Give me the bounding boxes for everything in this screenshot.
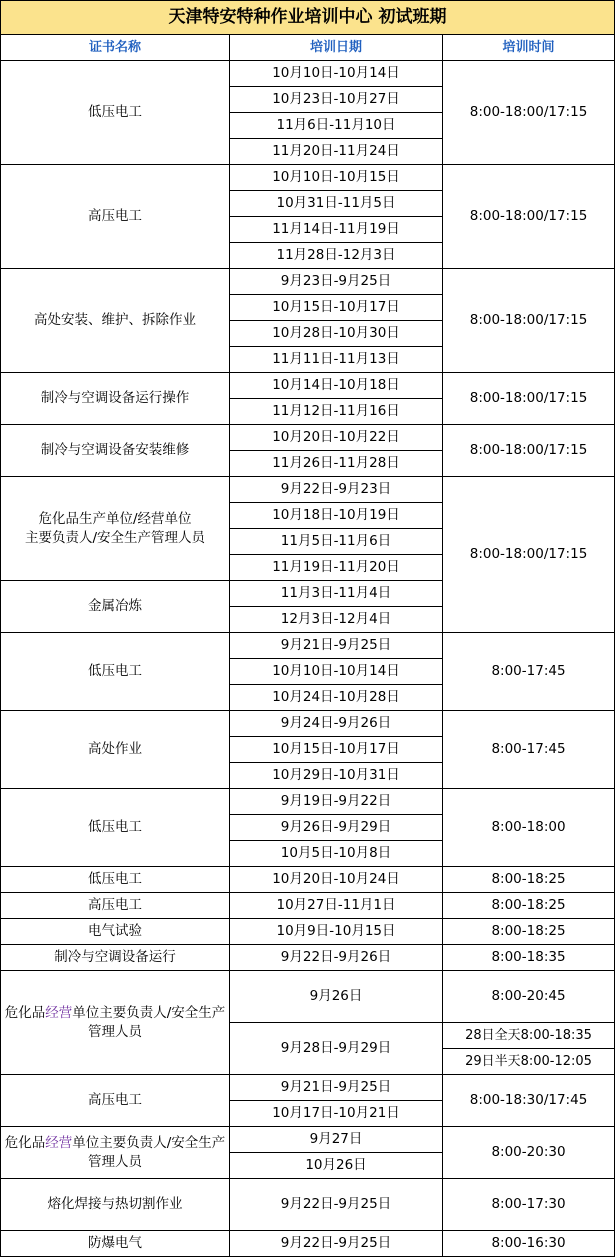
training-date: 10月10日-10月15日 xyxy=(230,165,443,191)
training-date: 11月5日-11月6日 xyxy=(230,529,443,555)
training-date: 10月14日-10月18日 xyxy=(230,373,443,399)
training-date: 11月28日-12月3日 xyxy=(230,243,443,269)
training-date: 11月19日-11月20日 xyxy=(230,555,443,581)
training-time: 8:00-17:45 xyxy=(443,633,615,711)
cert-name: 高压电工 xyxy=(1,165,230,269)
training-date: 11月3日-11月4日 xyxy=(230,581,443,607)
training-date: 10月18日-10月19日 xyxy=(230,503,443,529)
training-time: 8:00-18:00/17:15 xyxy=(443,373,615,425)
training-time: 8:00-18:00 xyxy=(443,789,615,867)
training-time: 8:00-18:00/17:15 xyxy=(443,61,615,165)
cert-name-part: 单位主要负责人/安全生产管理人员 xyxy=(72,1005,226,1040)
training-date: 10月26日 xyxy=(230,1153,443,1179)
cert-name: 电气试验 xyxy=(1,919,230,945)
training-date: 10月10日-10月14日 xyxy=(230,659,443,685)
cert-name-line: 危化品生产单位/经营单位 xyxy=(38,511,192,528)
cert-name: 金属冶炼 xyxy=(1,581,230,633)
training-time: 28日全天8:00-18:35 xyxy=(443,1023,615,1049)
training-date: 11月26日-11月28日 xyxy=(230,451,443,477)
training-date: 10月20日-10月24日 xyxy=(230,867,443,893)
training-date: 11月20日-11月24日 xyxy=(230,139,443,165)
training-time: 8:00-18:25 xyxy=(443,867,615,893)
training-time: 8:00-18:35 xyxy=(443,945,615,971)
training-date: 11月6日-11月10日 xyxy=(230,113,443,139)
cert-name-highlight: 经营 xyxy=(45,1005,73,1022)
cert-name-part: 危化品 xyxy=(4,1005,46,1022)
training-time: 8:00-18:25 xyxy=(443,893,615,919)
training-date: 12月3日-12月4日 xyxy=(230,607,443,633)
cert-name: 低压电工 xyxy=(1,867,230,893)
cert-name-part: 单位主要负责人/安全生产管理人员 xyxy=(72,1135,226,1170)
cert-name-part: 危化品 xyxy=(4,1135,46,1152)
cert-name xyxy=(1,477,230,581)
cert-name xyxy=(1,971,230,1075)
training-date: 10月15日-10月17日 xyxy=(230,737,443,763)
training-date: 10月5日-10月8日 xyxy=(230,841,443,867)
training-time: 8:00-16:30 xyxy=(443,1231,615,1257)
training-date: 10月24日-10月28日 xyxy=(230,685,443,711)
training-date: 9月22日-9月23日 xyxy=(230,477,443,503)
training-time: 8:00-20:45 xyxy=(443,971,615,1023)
cert-name: 防爆电气 xyxy=(1,1231,230,1257)
training-time: 8:00-18:00/17:15 xyxy=(443,477,615,633)
cert-name: 制冷与空调设备安装维修 xyxy=(1,425,230,477)
training-date: 9月22日-9月25日 xyxy=(230,1179,443,1231)
training-date: 9月27日 xyxy=(230,1127,443,1153)
table-title: 天津特安特种作业培训中心 初试班期 xyxy=(1,1,615,35)
cert-name: 熔化焊接与热切割作业 xyxy=(1,1179,230,1231)
training-time: 8:00-20:30 xyxy=(443,1127,615,1179)
training-time: 8:00-17:30 xyxy=(443,1179,615,1231)
training-date: 10月15日-10月17日 xyxy=(230,295,443,321)
cert-name: 制冷与空调设备运行操作 xyxy=(1,373,230,425)
training-date: 9月22日-9月25日 xyxy=(230,1231,443,1257)
cert-name-line: 主要负责人/安全生产管理人员 xyxy=(24,529,206,546)
training-date: 10月31日-11月5日 xyxy=(230,191,443,217)
cert-name: 低压电工 xyxy=(1,789,230,867)
training-date: 10月28日-10月30日 xyxy=(230,321,443,347)
training-date: 9月21日-9月25日 xyxy=(230,1075,443,1101)
training-date: 9月22日-9月26日 xyxy=(230,945,443,971)
training-time: 8:00-18:00/17:15 xyxy=(443,165,615,269)
cert-name-highlight: 经营 xyxy=(45,1135,73,1152)
training-date: 9月21日-9月25日 xyxy=(230,633,443,659)
training-date: 10月9日-10月15日 xyxy=(230,919,443,945)
training-date: 11月12日-11月16日 xyxy=(230,399,443,425)
cert-name: 低压电工 xyxy=(1,61,230,165)
training-date: 9月24日-9月26日 xyxy=(230,711,443,737)
cert-name: 高处作业 xyxy=(1,711,230,789)
cert-name: 高压电工 xyxy=(1,893,230,919)
cert-name: 高压电工 xyxy=(1,1075,230,1127)
training-date: 10月20日-10月22日 xyxy=(230,425,443,451)
training-date: 9月28日-9月29日 xyxy=(230,1023,443,1075)
cert-name: 低压电工 xyxy=(1,633,230,711)
training-date: 10月10日-10月14日 xyxy=(230,61,443,87)
training-date: 9月23日-9月25日 xyxy=(230,269,443,295)
training-date: 9月26日 xyxy=(230,971,443,1023)
training-time: 8:00-18:30/17:45 xyxy=(443,1075,615,1127)
training-time: 8:00-17:45 xyxy=(443,711,615,789)
training-date: 10月17日-10月21日 xyxy=(230,1101,443,1127)
training-date: 9月19日-9月22日 xyxy=(230,789,443,815)
training-date: 9月26日-9月29日 xyxy=(230,815,443,841)
header-training-time: 培训时间 xyxy=(443,35,615,61)
cert-name: 制冷与空调设备运行 xyxy=(1,945,230,971)
training-date: 11月14日-11月19日 xyxy=(230,217,443,243)
training-date: 10月29日-10月31日 xyxy=(230,763,443,789)
training-time: 8:00-18:00/17:15 xyxy=(443,425,615,477)
training-date: 10月23日-10月27日 xyxy=(230,87,443,113)
cert-name: 高处安装、维护、拆除作业 xyxy=(1,269,230,373)
training-time: 8:00-18:25 xyxy=(443,919,615,945)
training-time: 8:00-18:00/17:15 xyxy=(443,269,615,373)
header-training-date: 培训日期 xyxy=(230,35,443,61)
cert-name xyxy=(1,1127,230,1179)
training-date: 11月11日-11月13日 xyxy=(230,347,443,373)
training-date: 10月27日-11月1日 xyxy=(230,893,443,919)
training-time: 29日半天8:00-12:05 xyxy=(443,1049,615,1075)
header-cert-name: 证书名称 xyxy=(1,35,230,61)
